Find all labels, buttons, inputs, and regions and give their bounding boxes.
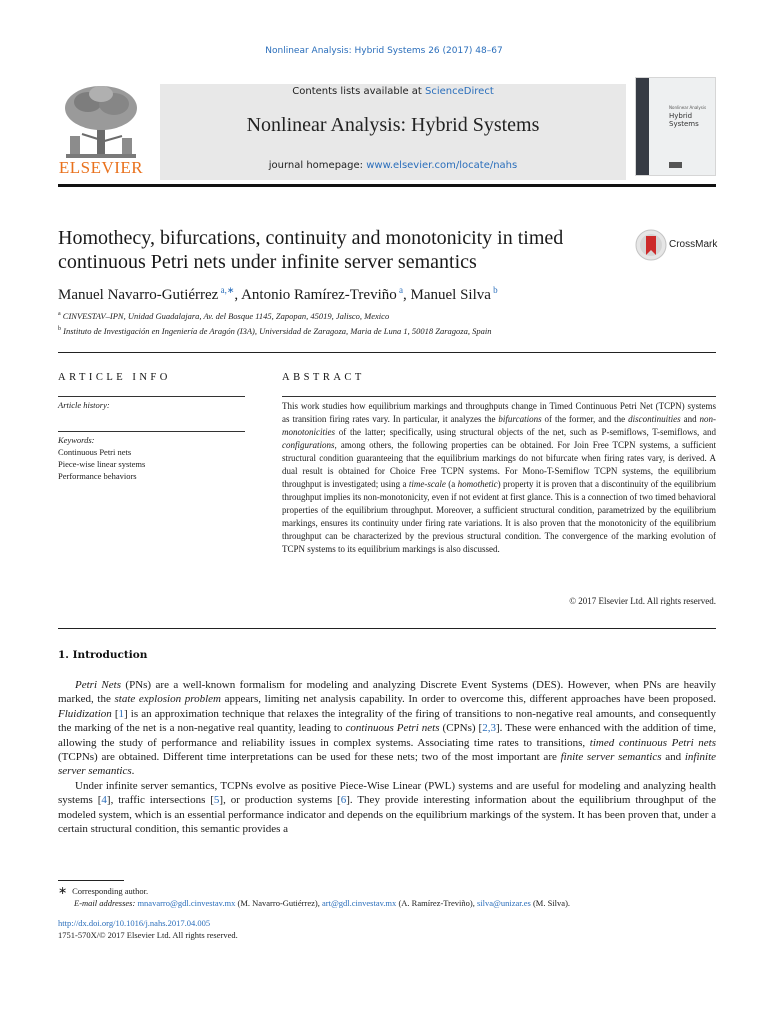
citation-ref-link[interactable]: 6: [340, 794, 347, 807]
author-separator: ,: [403, 287, 411, 303]
doi-link[interactable]: http://dx.doi.org/10.1016/j.nahs.2017.04.005: [58, 918, 211, 928]
paragraph-text-run: state explosion problem: [114, 693, 221, 706]
contents-line: [160, 86, 626, 97]
email-link[interactable]: silva@unizar.es: [476, 898, 531, 908]
affiliation-b: [58, 326, 491, 336]
author-affiliation-mark[interactable]: b: [490, 285, 498, 295]
abstract-text-run: of the latter; specifically, using structural objects of the net, such as P-semiflows, T-semiflows, and: [335, 427, 716, 437]
abstract-text-run: configurations: [282, 440, 335, 450]
introduction-body: [58, 678, 716, 836]
sciencedirect-link[interactable]: ScienceDirect: [425, 86, 494, 97]
abstract-heading: ABSTRACT: [282, 372, 365, 383]
affiliation-text: CINVESTAV–IPN, Unidad Guadalajara, Av. del Bosque 1145, Zapopan, 45019, Jalisco, Mexico: [62, 311, 390, 321]
author-affiliation-mark[interactable]: a: [396, 285, 404, 295]
crossmark-badge[interactable]: [635, 229, 725, 261]
abstract-end-divider: [58, 628, 716, 629]
abstract-text-run: discontinuities: [628, 414, 681, 424]
citation-ref-link[interactable]: 5: [213, 794, 220, 807]
email-owner: (A. Ramírez-Treviño),: [396, 898, 477, 908]
abstract-text-run: time-scale: [408, 479, 446, 489]
section-heading-introduction: 1. Introduction: [58, 649, 148, 661]
footnote-divider: [58, 880, 124, 881]
footnote-star: ∗: [58, 885, 68, 897]
journal-title: Nonlinear Analysis: Hybrid Systems: [246, 114, 540, 136]
abstract-text-run: , among others, the following properties can be obtained. For Join Free TCPN systems, a sufficient structural condition guaranteeing that the equilibrium markings do not bifurcate when firing rates vary, is derived. A dual result is obtained for Choice Free TCPN systems. For Mono-T-Semiflow TCPN systems, the equilibrium throughput is investigated; using a: [282, 440, 716, 489]
paragraph-text-run: [: [111, 707, 119, 720]
paragraph-text-run: ]. These were enhanced with the addition of time, allowing the study of performance and reliability issues in complex systems. Associating time rates to transitions,: [58, 722, 716, 749]
paragraph-text-run: ], or production systems [: [219, 794, 341, 807]
author-separator: ,: [234, 287, 242, 303]
crossmark-label: CrossMark: [669, 239, 718, 250]
keyword-item: Performance behaviors: [58, 471, 137, 481]
paragraph-text-run: Fluidization: [58, 707, 112, 720]
paragraph-text-run: timed continuous Petri nets: [589, 736, 716, 749]
paragraph-text-run: (PNs) are a well-known formalism for modeling and analyzing Discrete Event Systems (DES). However, when PNs are heavily marked, the: [58, 679, 716, 706]
email-link[interactable]: mnavarro@gdl.cinvestav.mx: [137, 898, 236, 908]
paragraph-text-run: appears, limiting net analysis capability. In order to overcome this, different approaches have been proposed.: [220, 693, 716, 706]
paragraph-text-run: (TCPNs) are obtained. Different time interpretations can be used for these nets; two of the most important are: [58, 751, 561, 764]
contents-prefix: Contents lists available at: [292, 86, 426, 97]
author-list: [58, 285, 498, 304]
homepage-prefix: journal homepage:: [268, 160, 367, 171]
crossmark-icon: [635, 229, 667, 261]
tree-logo-icon: [58, 84, 144, 162]
author-affiliation-mark[interactable]: a,∗: [218, 285, 235, 295]
keyword-item: Continuous Petri nets: [58, 447, 132, 457]
cover-strip: [636, 78, 649, 175]
keyword-item: Piece-wise linear systems: [58, 459, 146, 469]
paragraph-text-run: Under infinite server semantics, TCPNs evolve as positive Piece-Wise Linear (PWL) systems and are useful for modeling and analyzing health systems [: [58, 779, 716, 807]
keywords-rule: [58, 431, 245, 432]
paragraph-text-run: and: [661, 751, 685, 764]
article-title: Homothecy, bifurcations, continuity and monotonicity in timed continuous Petri nets under infinite server semantics: [58, 227, 564, 273]
abstract-rule: [282, 396, 716, 397]
publisher-name: ELSEVIER: [58, 158, 144, 177]
email-owner: (M. Navarro-Gutiérrez),: [235, 898, 322, 908]
publisher-logo: [58, 84, 144, 180]
citation-ref-link[interactable]: 4: [101, 794, 107, 807]
email-owner: (M. Silva).: [530, 898, 571, 908]
author-name: Antonio Ramírez-Treviño: [241, 287, 397, 303]
paragraph-text-run: continuous Petri nets: [345, 722, 440, 735]
abstract-text-run: bifurcations: [498, 414, 542, 424]
cover-series: Nonlinear Analysis: [669, 105, 707, 110]
email-link[interactable]: art@gdl.cinvestav.mx: [321, 898, 397, 908]
author-name: Manuel Silva: [410, 287, 491, 303]
abstract-text-run: This work studies how equilibrium markings and throughputs change in Timed Continuous Petri Net (TCPN) systems as transition firing rates vary. In particular, it analyzes the: [282, 401, 716, 424]
article-history-label: Article history:: [58, 400, 110, 410]
cover-title-line-1: Hybrid: [669, 112, 693, 120]
email-label: E-mail addresses:: [74, 898, 138, 908]
introduction-paragraph: [58, 678, 716, 779]
abstract-text-run: ) property it is proven that a discontinuity of the equilibrium throughput implies its non-monotonicity, even if not evident at first glance. This is a connection of two timed behavioral properties of the equilibrium throughput. Moreover, a sufficient structural condition, parametrized by the equilibrium markings, ensures its continuity under firing rate variations. It is also proven that the monotonicity of the equilibrium throughput can be characterized by the previous structural condition. The convergence of the marking evolution of TCPN systems to its equilibrium markings is also discussed.: [282, 479, 716, 554]
abstract-copyright: © 2017 Elsevier Ltd. All rights reserved.: [569, 596, 716, 606]
journal-cover: [635, 77, 716, 176]
citation-ref-link[interactable]: 1: [118, 707, 125, 720]
abstract-text-run: and: [680, 414, 700, 424]
cover-title-line-2: Systems: [669, 120, 699, 128]
journal-citation[interactable]: Nonlinear Analysis: Hybrid Systems 26 (2017) 48–67: [265, 46, 503, 56]
paragraph-text-run: (CPNs) [: [439, 722, 483, 735]
citation-ref-link[interactable]: 2,3: [482, 722, 496, 735]
cover-badge: [669, 162, 682, 168]
paragraph-text-run: finite server semantics: [560, 751, 662, 764]
keywords-label: Keywords:: [58, 435, 95, 445]
header-divider: [58, 184, 716, 187]
abstract-text-run: homothetic: [457, 479, 498, 489]
paragraph-text-run: ]. They provide interesting information about the equilibrium throughput of the modeled system, which is an essential performance indicator and depends on the equilibrium markings of the system. It has been proven that, under a certain structural condition, this semantic provides a: [58, 794, 717, 836]
issn-line: 1751-570X/© 2017 Elsevier Ltd. All rights reserved.: [58, 930, 238, 940]
cover-title: [669, 112, 699, 128]
affiliation-a: [58, 311, 389, 321]
article-info-rule: [58, 396, 245, 397]
journal-homepage-link[interactable]: www.elsevier.com/locate/nahs: [366, 160, 518, 171]
affiliation-text: Instituto de Investigación en Ingeniería de Aragón (I3A), Universidad de Zaragoza, Maria de Luna 1, 50018 Zaragoza, Spain: [63, 326, 492, 336]
paragraph-text-run: ] is an approximation technique that relaxes the integrality of the firing of transitions to non-negative real amounts, and consequently the marking of the net is a non-negative real quantity, leading to: [58, 707, 716, 735]
footnote-corresponding-text: Corresponding author.: [72, 886, 149, 896]
footnote-corresponding: [58, 884, 148, 897]
abstract-text-run: non-monotonicities: [282, 414, 717, 437]
affiliation-mark: b: [58, 326, 61, 333]
paragraph-text-run: infinite server semantics: [58, 751, 717, 778]
footnote-email-addresses: [58, 898, 570, 908]
author-name: Manuel Navarro-Gutiérrez: [58, 287, 219, 303]
paragraph-text-run: Petri Nets: [75, 679, 121, 691]
paragraph-text-run: ], traffic intersections [: [106, 794, 214, 807]
affiliation-mark: a: [58, 311, 61, 318]
introduction-paragraph: [58, 779, 716, 837]
homepage-line: [160, 160, 626, 171]
abstract-text-run: of the former, and the: [541, 414, 629, 424]
abstract-body: [282, 400, 716, 556]
article-info-heading: ARTICLE INFO: [58, 372, 171, 383]
paragraph-text-run: .: [131, 765, 135, 778]
abstract-text-run: (a: [445, 479, 458, 489]
affiliations-divider: [58, 352, 716, 353]
